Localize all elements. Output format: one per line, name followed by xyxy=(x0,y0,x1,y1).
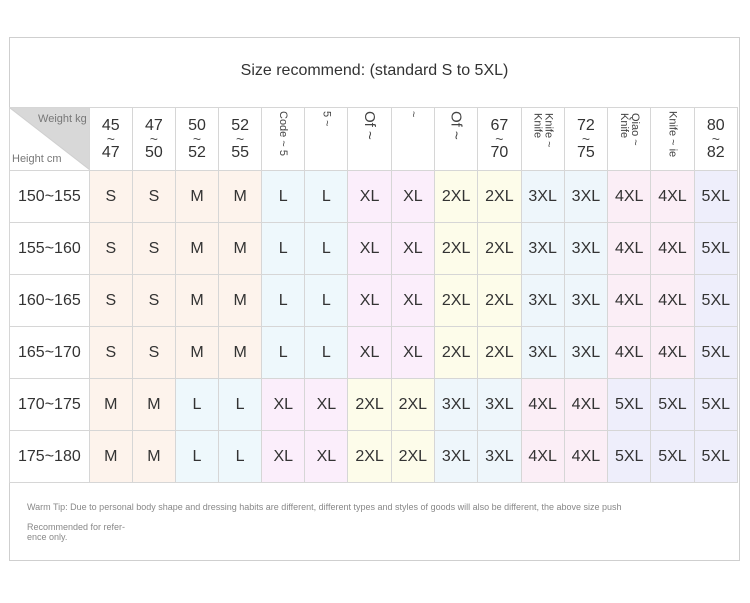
weight-header-text: Code ~ 5 xyxy=(277,110,290,156)
weight-column-header xyxy=(89,108,132,171)
weight-header-text: Knife xyxy=(531,113,544,139)
size-cell: L xyxy=(175,431,218,483)
size-chart-card xyxy=(9,37,740,561)
size-cell: S xyxy=(132,275,175,327)
size-cell: 5XL xyxy=(694,379,737,431)
weight-range-bottom: 82 xyxy=(706,144,725,161)
size-cell: L xyxy=(262,275,305,327)
size-cell: L xyxy=(305,171,348,223)
size-cell: XL xyxy=(348,275,391,327)
size-cell: XL xyxy=(348,327,391,379)
size-cell: XL xyxy=(348,171,391,223)
size-cell: 3XL xyxy=(434,431,477,483)
size-cell: S xyxy=(89,327,132,379)
weight-column-header xyxy=(694,108,737,171)
size-cell: 2XL xyxy=(391,431,434,483)
weight-header-text: Knife xyxy=(618,113,631,139)
weight-column-header xyxy=(608,108,651,171)
size-cell: S xyxy=(89,171,132,223)
size-cell: L xyxy=(305,327,348,379)
size-cell: 5XL xyxy=(694,431,737,483)
weight-range-top: 72 xyxy=(577,117,595,134)
weight-column-header xyxy=(564,108,607,171)
weight-column-header xyxy=(132,108,175,171)
size-cell: 2XL xyxy=(434,275,477,327)
size-cell: 5XL xyxy=(694,171,737,223)
size-cell: 3XL xyxy=(521,275,564,327)
size-cell: XL xyxy=(262,379,305,431)
height-range-cell: 160~165 xyxy=(10,275,90,327)
size-cell: M xyxy=(132,431,175,483)
size-cell: 4XL xyxy=(521,379,564,431)
height-range-cell: 150~155 xyxy=(10,171,90,223)
size-cell: L xyxy=(305,223,348,275)
weight-header-text: ~ xyxy=(406,110,419,117)
size-cell: 4XL xyxy=(521,431,564,483)
size-cell: 2XL xyxy=(478,171,521,223)
weight-range-top: 80 xyxy=(706,117,725,134)
size-cell: 2XL xyxy=(478,327,521,379)
size-cell: M xyxy=(89,379,132,431)
weight-header-text: Qiao ~ xyxy=(629,113,642,146)
weight-column-header xyxy=(434,108,477,171)
size-cell: XL xyxy=(305,379,348,431)
weight-range-bottom: 52 xyxy=(188,144,206,161)
height-range-cell: 155~160 xyxy=(10,223,90,275)
size-cell: L xyxy=(262,223,305,275)
size-cell: S xyxy=(89,275,132,327)
weight-header-text: Of ~ xyxy=(447,110,465,140)
size-cell: 5XL xyxy=(694,223,737,275)
size-cell: M xyxy=(89,431,132,483)
size-table xyxy=(9,107,738,483)
warm-tip: Warm Tip: Due to personal body shape and dressing habits are different, different types and styles of goods will also be different, the above size push xyxy=(27,502,622,512)
size-cell: XL xyxy=(348,223,391,275)
size-cell: L xyxy=(262,327,305,379)
weight-header-text: Knife ~ xyxy=(542,113,555,148)
size-cell: 5XL xyxy=(694,275,737,327)
size-cell: 3XL xyxy=(434,379,477,431)
weight-axis-label: Weight kg xyxy=(38,113,87,125)
chart-title: Size recommend: (standard S to 5XL) xyxy=(240,62,509,79)
size-cell: XL xyxy=(391,327,434,379)
size-cell: 4XL xyxy=(651,171,694,223)
size-cell: M xyxy=(219,171,262,223)
size-cell: L xyxy=(219,379,262,431)
size-cell: XL xyxy=(391,223,434,275)
size-cell: M xyxy=(219,327,262,379)
size-cell: M xyxy=(175,223,218,275)
size-cell: 2XL xyxy=(348,431,391,483)
size-cell: 3XL xyxy=(564,223,607,275)
weight-column-header xyxy=(651,108,694,171)
table-row xyxy=(10,171,738,223)
weight-range-bottom: 50 xyxy=(145,144,163,161)
weight-range-bottom: 55 xyxy=(231,144,250,161)
size-cell: M xyxy=(175,171,218,223)
size-cell: 3XL xyxy=(564,171,607,223)
size-cell: 2XL xyxy=(478,223,521,275)
size-cell: 4XL xyxy=(564,379,607,431)
weight-column-header xyxy=(521,108,564,171)
size-cell: L xyxy=(262,171,305,223)
weight-column-header xyxy=(391,108,434,171)
size-cell: 5XL xyxy=(608,379,651,431)
height-range-cell: 165~170 xyxy=(10,327,90,379)
weight-range-bottom: 70 xyxy=(490,144,509,161)
size-cell: 3XL xyxy=(521,327,564,379)
size-cell: L xyxy=(305,275,348,327)
height-axis-label: Height cm xyxy=(12,153,62,165)
size-cell: L xyxy=(219,431,262,483)
weight-range-tilde: ~ xyxy=(106,131,115,147)
size-cell: S xyxy=(132,171,175,223)
size-cell: 2XL xyxy=(478,275,521,327)
size-cell: M xyxy=(175,327,218,379)
weight-range-top: 45 xyxy=(101,117,120,134)
size-cell: XL xyxy=(391,171,434,223)
size-cell: S xyxy=(89,223,132,275)
size-cell: 4XL xyxy=(608,171,651,223)
weight-range-top: 50 xyxy=(188,117,206,134)
weight-header-text: Knife ~ ie xyxy=(666,110,679,157)
weight-range-tilde: ~ xyxy=(192,131,202,147)
table-row xyxy=(10,327,738,379)
corner-cell xyxy=(10,108,90,171)
header-row xyxy=(10,108,738,171)
size-cell: XL xyxy=(305,431,348,483)
size-cell: 5XL xyxy=(694,327,737,379)
size-cell: M xyxy=(219,223,262,275)
weight-range-tilde: ~ xyxy=(495,131,504,147)
size-cell: XL xyxy=(262,431,305,483)
table-row xyxy=(10,223,738,275)
table-row xyxy=(10,379,738,431)
weight-range-bottom: 75 xyxy=(577,144,595,161)
size-cell: M xyxy=(219,275,262,327)
weight-header-text: Of ~ xyxy=(361,110,379,140)
size-cell: S xyxy=(132,327,175,379)
weight-column-header xyxy=(348,108,391,171)
size-cell: M xyxy=(175,275,218,327)
size-cell: L xyxy=(175,379,218,431)
table-row xyxy=(10,275,738,327)
size-cell: 5XL xyxy=(651,431,694,483)
size-cell: XL xyxy=(391,275,434,327)
weight-range-tilde: ~ xyxy=(236,131,245,147)
size-cell: 3XL xyxy=(521,171,564,223)
size-cell: 3XL xyxy=(478,431,521,483)
weight-range-top: 47 xyxy=(145,117,163,134)
weight-header-text: 5 ~ xyxy=(320,110,333,127)
size-cell: 4XL xyxy=(608,275,651,327)
size-cell: 4XL xyxy=(651,223,694,275)
weight-range-tilde: ~ xyxy=(711,131,720,147)
size-cell: 3XL xyxy=(564,275,607,327)
weight-column-header xyxy=(262,108,305,171)
weight-range-tilde: ~ xyxy=(149,131,158,147)
size-cell: 2XL xyxy=(391,379,434,431)
size-cell: 5XL xyxy=(651,379,694,431)
size-cell: 3XL xyxy=(564,327,607,379)
size-cell: 3XL xyxy=(478,379,521,431)
weight-column-header xyxy=(175,108,218,171)
size-cell: 4XL xyxy=(608,327,651,379)
size-cell: 3XL xyxy=(521,223,564,275)
size-cell: M xyxy=(132,379,175,431)
size-cell: 2XL xyxy=(434,171,477,223)
weight-column-header xyxy=(478,108,521,171)
recommended-note: Recommended for refer- ence only. xyxy=(27,522,126,542)
weight-range-top: 67 xyxy=(490,117,509,134)
weight-range-top: 52 xyxy=(231,117,250,134)
weight-range-tilde: ~ xyxy=(581,131,590,147)
table-row xyxy=(10,431,738,483)
size-cell: 2XL xyxy=(434,223,477,275)
size-cell: 5XL xyxy=(608,431,651,483)
weight-column-header xyxy=(305,108,348,171)
size-cell: 4XL xyxy=(651,327,694,379)
size-cell: 2XL xyxy=(348,379,391,431)
size-cell: S xyxy=(132,223,175,275)
height-range-cell: 170~175 xyxy=(10,379,90,431)
size-cell: 2XL xyxy=(434,327,477,379)
weight-column-header xyxy=(219,108,262,171)
size-cell: 4XL xyxy=(564,431,607,483)
height-range-cell: 175~180 xyxy=(10,431,90,483)
size-cell: 4XL xyxy=(608,223,651,275)
weight-range-bottom: 47 xyxy=(101,144,120,161)
size-cell: 4XL xyxy=(651,275,694,327)
